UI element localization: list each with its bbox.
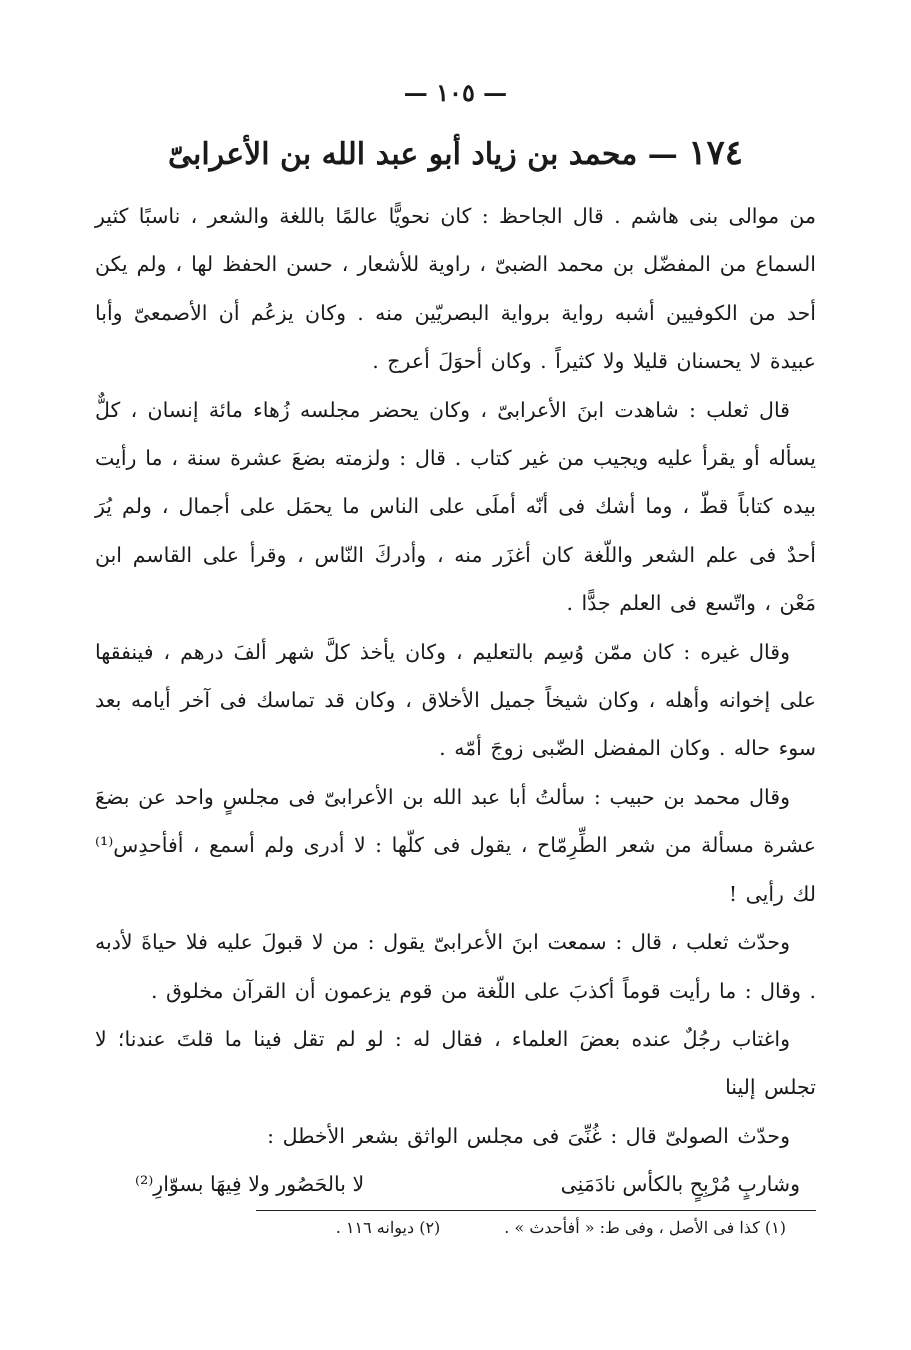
footnotes <box>95 1215 816 1241</box>
paragraph-ibn-habib: وقال محمد بن حبيب : سألتُ أبا عبد الله بن الأعرابىّ فى مجلسٍ واحد عن بضعَ عشرة مسألة من شعر الطِّرِمّاح ، يقول فى كلّها : لا أدرى ولم أسمع ، أفأحدِس⁽¹⁾ لك رأيى ! <box>95 784 816 906</box>
paragraph-biography: من موالى بنى هاشم . قال الجاحظ : كان نحويًّا عالمًا باللغة والشعر ، ناسبًا كثير السماع من المفضّل بن محمد الضبىّ ، راوية للأشعار ، حسن الحفظ لها ، ولم يكن أحد من الكوفيين أشبه رواية برواية البصريّين منه . وكان يزعُم أن الأصمعىّ وأبا عبيدة لا يحسنان قليلا ولا كثيراً . وكان أحوَلَ أعرج . <box>95 204 816 374</box>
footnote-divider <box>256 1210 816 1211</box>
verse-first-hemistich: وشاربٍ مُرْبِحٍ بالكأس نادَمَنِى <box>560 1172 800 1197</box>
entry-dash: — <box>647 137 678 172</box>
entry-number: ١٧٤ <box>688 133 743 173</box>
paragraph-thalab-sayings: وحدّث ثعلب ، قال : سمعت ابنَ الأعرابىّ يقول : من لا قبولَ عليه فلا حياةَ لأدبه . وقال : ما رأيت قوماً أكذبَ على اللّغة من قوم يزعمون أن القرآن مخلوق . <box>95 930 816 1003</box>
poem-verse <box>95 1160 816 1208</box>
paragraph-suli: وحدّث الصولىّ قال : غُنِّىَ فى مجلس الواثق بشعر الأخطل : <box>267 1123 790 1148</box>
page-number: — ١٠٥ — <box>403 78 508 107</box>
verse-second-hemistich: لا بالحَصُور ولا فِيهَا بسوّارِ⁽²⁾ <box>135 1172 365 1197</box>
entry-name: محمد بن زياد أبو عبد الله بن الأعرابىّ <box>167 137 638 172</box>
paragraph-others: وقال غيره : كان ممّن وُسِم بالتعليم ، وكان يأخذ كلَّ شهر ألفَ درهم ، فينفقها على إخوانه وأهله ، وكان شيخاً جميل الأخلاق ، وكان قد تماسك فى آخر أيامه بعد سوء حاله . وكان المفضل الضّبى زوجَ أمّه . <box>95 639 816 761</box>
footnote-2: (٢) ديوانه ١١٦ . <box>335 1218 441 1238</box>
footnote-1: (١) كذا فى الأصل ، وفى ط: « أفأحدث » . <box>504 1218 786 1238</box>
paragraph-backbiting: واغتاب رجُلٌ عنده بعضَ العلماء ، فقال له : لو لم تقل فينا ما قلتَ عندنا؛ لا تجلس إلينا <box>95 1026 816 1100</box>
entry-heading <box>95 130 816 178</box>
book-page <box>95 78 816 1310</box>
paragraph-thalab: قال ثعلب : شاهدت ابنَ الأعرابىّ ، وكان يحضر مجلسه زُهاء مائة إنسان ، كلٌّ يسأله أو يقرأ عليه ويجيب من غير كتاب . قال : ولزمته بضعَ عشرة سنة ، ما رأيت بيده كتاباً قطّ ، وما أشك فى أنّه أملَى على الناس ما يحمَل على أجمال ، ولم يُرَ أحدٌ فى علم الشعر واللّغة كان أغزَر منه ، وأدركَ النّاس ، وقرأ على القاسم ابن مَعْن ، واتّسع فى العلم جدًّا . <box>95 397 816 616</box>
